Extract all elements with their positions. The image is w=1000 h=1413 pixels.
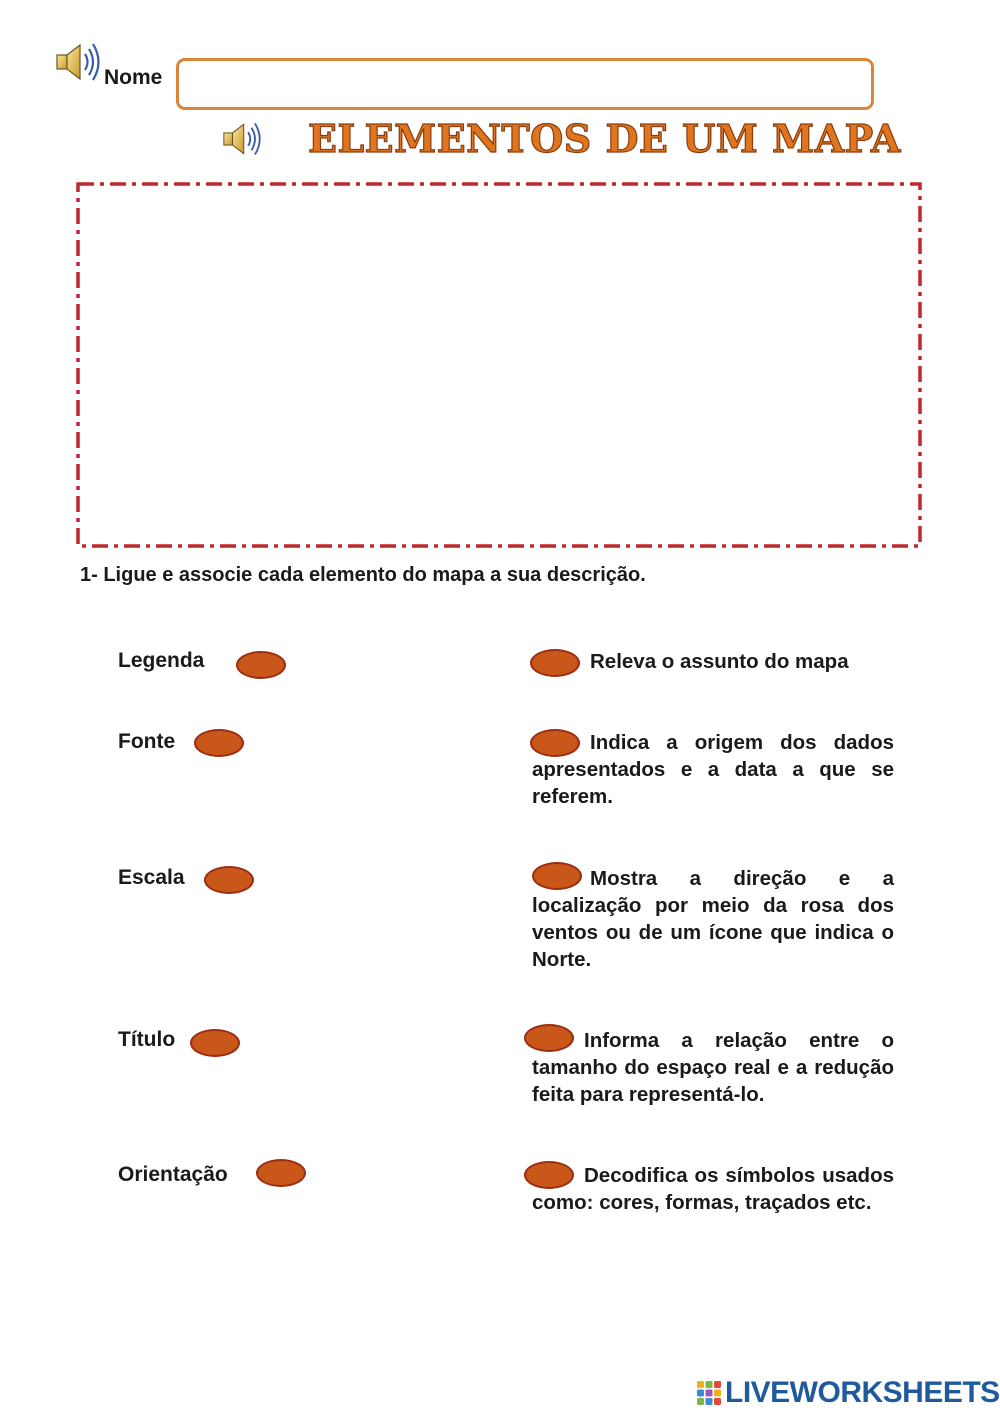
liveworksheets-logo <box>696 1376 1000 1410</box>
description-3: Mostra a direção e a localização por meio da rosa dos ventos ou de um ícone que indica o Norte. <box>532 867 894 971</box>
description-2: Indica a origem dos dados apresentados e a data a que se referem. <box>532 731 894 808</box>
description-4: Informa a relação entre o tamanho do espaço real e a redução feita para representá-lo. <box>532 1029 894 1106</box>
page-title: ELEMENTOS DE UM MAPA <box>308 116 901 161</box>
footer-brand: LIVEWORKSHEETS <box>725 1376 1000 1409</box>
map-image-frame <box>76 182 922 548</box>
name-input[interactable] <box>176 58 874 110</box>
term-escala: Escala <box>118 866 185 889</box>
liveworksheets-logo-icon <box>696 1380 722 1406</box>
term-titulo: Título <box>118 1028 176 1051</box>
match-dot-term-titulo[interactable] <box>190 1029 240 1057</box>
term-orientacao: Orientação <box>118 1163 228 1186</box>
match-dot-term-fonte[interactable] <box>194 729 244 757</box>
description-5: Decodifica os símbolos usados como: cores, formas, traçados etc. <box>532 1164 894 1214</box>
term-fonte: Fonte <box>118 730 176 753</box>
description-1: Releva o assunto do mapa <box>590 650 849 673</box>
speaker-icon[interactable] <box>54 40 102 84</box>
term-legenda: Legenda <box>118 649 205 672</box>
match-dot-term-orientacao[interactable] <box>256 1159 306 1187</box>
speaker-icon[interactable] <box>220 120 264 158</box>
name-label: Nome <box>104 66 163 89</box>
exercise-instruction: 1- Ligue e associe cada elemento do mapa a sua descrição. <box>80 564 646 586</box>
match-dot-term-escala[interactable] <box>204 866 254 894</box>
match-dot-term-legenda[interactable] <box>236 651 286 679</box>
